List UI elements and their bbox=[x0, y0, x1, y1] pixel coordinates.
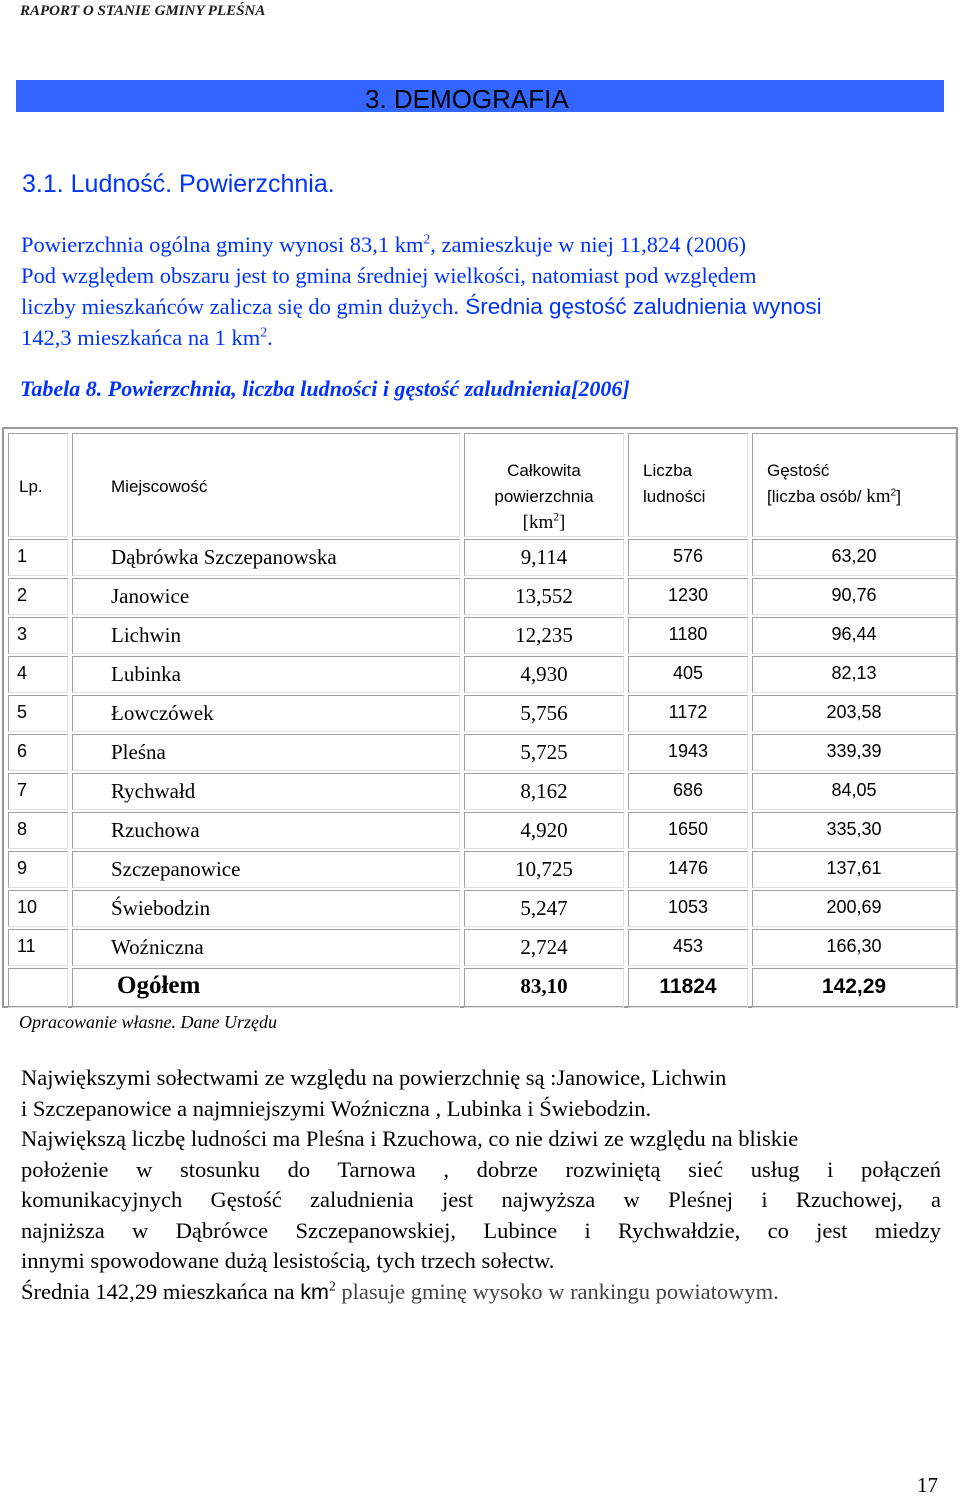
summary-line: innymi spowodowane dużą lesistością, tych trzech sołectw. bbox=[21, 1248, 555, 1273]
table-cell-population: 576 bbox=[628, 539, 748, 576]
table-cell-area: 8,162 bbox=[464, 773, 624, 810]
table-cell-area: 9,114 bbox=[464, 539, 624, 576]
summary-line: i Szczepanowice a najmniejszymi Woźniczna , Lubinka i Świebodzin. bbox=[21, 1095, 652, 1121]
summary-line: położenie w stosunku do Tarnowa , dobrze rozwiniętą sieć usług i połączeń bbox=[21, 1156, 941, 1182]
table-cell-lp: 3 bbox=[8, 617, 68, 654]
intro-line: Pod względem obszaru jest to gmina średniej wielkości, natomiast pod względem bbox=[21, 263, 757, 288]
table-cell-area: 4,930 bbox=[464, 656, 624, 693]
population-table bbox=[2, 427, 958, 1008]
table-cell-population: 1943 bbox=[628, 734, 748, 771]
table-cell-place: Janowice bbox=[72, 578, 460, 615]
total-cell-lp bbox=[8, 968, 68, 1008]
table-cell-density: 200,69 bbox=[752, 890, 956, 927]
table-cell-area: 4,920 bbox=[464, 812, 624, 849]
table-cell-place: Lubinka bbox=[72, 656, 460, 693]
table-cell-density: 84,05 bbox=[752, 773, 956, 810]
table-cell-area: 10,725 bbox=[464, 851, 624, 888]
table-cell-lp: 9 bbox=[8, 851, 68, 888]
table-cell-population: 1180 bbox=[628, 617, 748, 654]
table-cell-density: 137,61 bbox=[752, 851, 956, 888]
summary-paragraph bbox=[21, 1063, 941, 1307]
table-cell-lp: 1 bbox=[8, 539, 68, 576]
table-cell-population: 1230 bbox=[628, 578, 748, 615]
summary-line: najniższa w Dąbrówce Szczepanowskiej, Lubince i Rychwałdzie, co jest miedzy bbox=[21, 1217, 941, 1243]
summary-line: Średnia 142,29 mieszkańca na $km^2$ plasuje gminę wysoko w rankingu powiatowym. bbox=[21, 1278, 779, 1304]
report-header: RAPORT O STANIE GMINY PLEŚNA bbox=[20, 3, 266, 19]
table-cell-lp: 6 bbox=[8, 734, 68, 771]
header-density: Gęstość [liczba osób/ $km^2$] bbox=[752, 433, 956, 537]
table-cell-population: 405 bbox=[628, 656, 748, 693]
table-cell-place: Świebodzin bbox=[72, 890, 460, 927]
table-cell-lp: 5 bbox=[8, 695, 68, 732]
intro-line: 142,3 mieszkańca na 1 $km^2$. bbox=[21, 324, 273, 350]
summary-line: Największą liczbę ludności ma Pleśna i Rzuchowa, co nie dziwi ze względu na bliskie bbox=[21, 1126, 799, 1151]
table-cell-population: 1476 bbox=[628, 851, 748, 888]
table-cell-population: 453 bbox=[628, 929, 748, 966]
table-cell-lp: 2 bbox=[8, 578, 68, 615]
table-cell-density: 335,30 bbox=[752, 812, 956, 849]
header-population: Liczba ludności bbox=[628, 433, 748, 537]
table-cell-lp: 8 bbox=[8, 812, 68, 849]
table-cell-place: Pleśna bbox=[72, 734, 460, 771]
table-cell-place: Woźniczna bbox=[72, 929, 460, 966]
subsection-title: 3.1. Ludność. Powierzchnia. bbox=[22, 170, 335, 198]
intro-paragraph bbox=[21, 229, 951, 353]
header-place: Miejscowość bbox=[72, 433, 460, 537]
table-cell-place: Rychwałd bbox=[72, 773, 460, 810]
table-cell-place: Łowczówek bbox=[72, 695, 460, 732]
total-population-cell: 11824 bbox=[628, 968, 748, 1008]
page-number: 17 bbox=[917, 1473, 938, 1497]
table-cell-density: 203,58 bbox=[752, 695, 956, 732]
summary-line: Największymi sołectwami ze względu na powierzchnię są :Janowice, Lichwin bbox=[21, 1065, 727, 1090]
total-area-cell: 83,10 bbox=[464, 968, 624, 1008]
table-cell-area: 13,552 bbox=[464, 578, 624, 615]
table-cell-density: 90,76 bbox=[752, 578, 956, 615]
table-cell-lp: 10 bbox=[8, 890, 68, 927]
table-cell-lp: 7 bbox=[8, 773, 68, 810]
table-cell-place: Dąbrówka Szczepanowska bbox=[72, 539, 460, 576]
table-cell-area: 2,724 bbox=[464, 929, 624, 966]
total-label-cell: Ogółem bbox=[72, 968, 460, 1008]
table-cell-lp: 11 bbox=[8, 929, 68, 966]
section-title: 3. DEMOGRAFIA bbox=[365, 84, 569, 114]
table-cell-density: 166,30 bbox=[752, 929, 956, 966]
table-cell-place: Lichwin bbox=[72, 617, 460, 654]
table-cell-area: 12,235 bbox=[464, 617, 624, 654]
table-cell-density: 82,13 bbox=[752, 656, 956, 693]
table-cell-area: 5,247 bbox=[464, 890, 624, 927]
intro-line: liczby mieszkańców zalicza się do gmin dużych. Średnia gęstość zaludnienia wynosi bbox=[21, 294, 822, 319]
table-cell-population: 1053 bbox=[628, 890, 748, 927]
table-cell-population: 1650 bbox=[628, 812, 748, 849]
table-cell-area: 5,725 bbox=[464, 734, 624, 771]
table-cell-population: 686 bbox=[628, 773, 748, 810]
summary-line: komunikacyjnych Gęstość zaludnienia jest najwyższa w Pleśnej i Rzuchowej, a bbox=[21, 1187, 941, 1212]
header-area: Całkowita powierzchnia $[km^2]$ bbox=[464, 433, 624, 537]
table-cell-place: Rzuchowa bbox=[72, 812, 460, 849]
table-cell-density: 63,20 bbox=[752, 539, 956, 576]
total-density-cell: 142,29 bbox=[752, 968, 956, 1008]
intro-line: Powierzchnia ogólna gminy wynosi 83,1 $km^2$, zamieszkuje w niej 11,824 (2006) bbox=[21, 231, 747, 257]
table-cell-density: 339,39 bbox=[752, 734, 956, 771]
table-cell-area: 5,756 bbox=[464, 695, 624, 732]
table-cell-lp: 4 bbox=[8, 656, 68, 693]
table-cell-place: Szczepanowice bbox=[72, 851, 460, 888]
table-cell-population: 1172 bbox=[628, 695, 748, 732]
table-cell-density: 96,44 bbox=[752, 617, 956, 654]
table-source-note: Opracowanie własne. Dane Urzędu bbox=[19, 1012, 277, 1032]
table-caption: Tabela 8. Powierzchnia, liczba ludności i gęstość zaludnienia[2006] bbox=[20, 376, 630, 401]
header-lp: Lp. bbox=[8, 433, 68, 537]
